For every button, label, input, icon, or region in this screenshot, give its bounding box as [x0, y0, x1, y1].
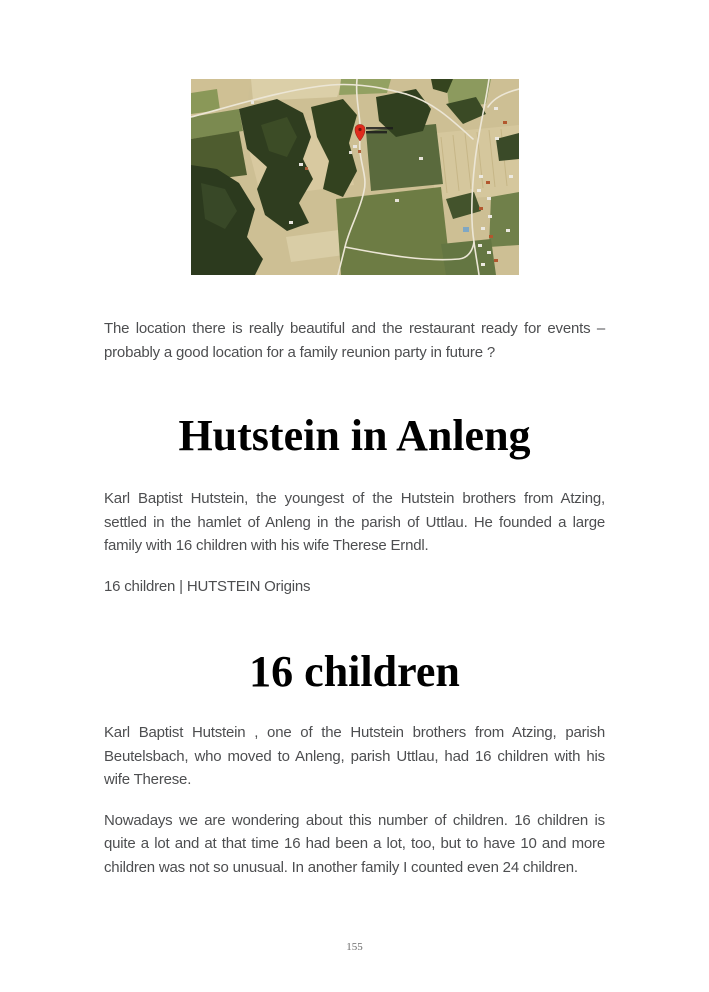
paragraph-karl-baptist-1: Karl Baptist Hutstein, the youngest of the Hutstein brothers from Atzing, settled in the hamlet of Anleng in the parish of Uttlau. He founded a large family with 16 children with his wife Therese Erndl. [104, 490, 605, 554]
heading-hutstein-in-anleng: Hutstein in Anleng [178, 411, 531, 460]
paragraph-karl-baptist-2: Karl Baptist Hutstein , one of the Hutstein brothers from Atzing, parish Beutelsbach, who moved to Anleng, parish Uttlau, had 16 children with his wife Therese. [104, 724, 605, 788]
text-column [104, 317, 605, 879]
intro-paragraph: The location there is really beautiful and the restaurant ready for events – probably a good location for a family reunion party in future ? [104, 320, 605, 361]
source-line: 16 children | HUTSTEIN Origins [104, 577, 311, 595]
page-number: 155 [346, 941, 363, 953]
aerial-photo [191, 79, 519, 275]
aerial-photo-graphic [191, 79, 519, 275]
heading-16-children: 16 children [249, 647, 460, 696]
paragraph-nowadays: Nowadays we are wondering about this number of children. 16 children is quite a lot and at that time 16 had been a lot, too, but to have 10 and more children was not so unusual. In another family I counted even 24 children. [104, 811, 605, 876]
